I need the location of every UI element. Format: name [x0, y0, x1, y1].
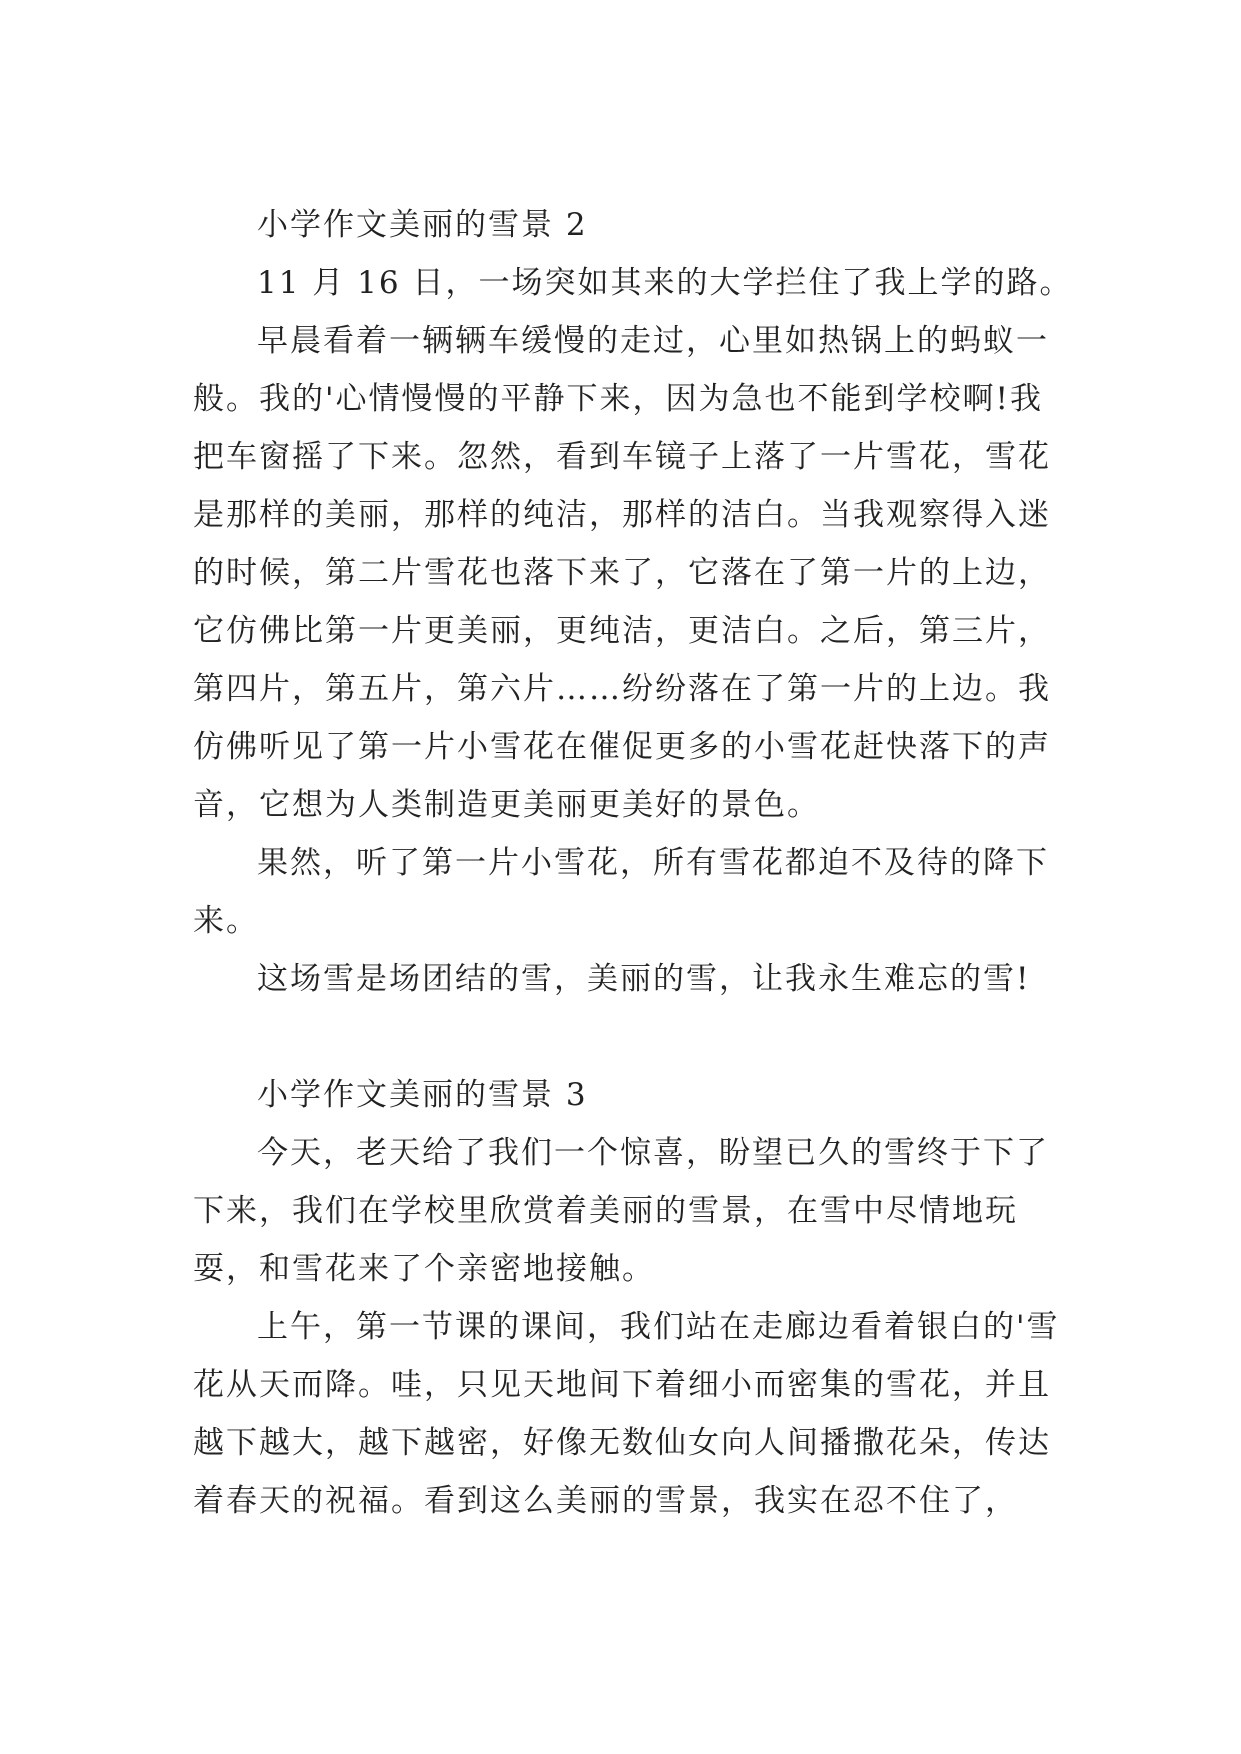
- paragraph: 早晨看着一辆辆车缓慢的走过，心里如热锅上的蚂蚁一般。我的'心情慢慢的平静下来，因为急也不能到学校啊!我把车窗摇了下来。忽然，看到车镜子上落了一片雪花，雪花是那样的美丽，那样的纯洁，那样的洁白。当我观察得入迷的时候，第二片雪花也落下来了，它落在了第一片的上边，它仿佛比第一片更美丽，更纯洁，更洁白。之后，第三片，第四片，第五片，第六片……纷纷落在了第一片的上边。我仿佛听见了第一片小雪花在催促更多的小雪花赶快落下的声音，它想为人类制造更美丽更美好的景色。: [193, 323, 1051, 823]
- paragraph: 上午，第一节课的课间，我们站在走廊边看着银白的'雪花从天而降。哇，只见天地间下着细小而密集的雪花，并且越下越大，越下越密，好像无数仙女向人间播撒花朵，传达着春天的祝福。看到这么美丽的雪景，我实在忍不住了，: [193, 1309, 1060, 1519]
- paragraph: 11 月 16 日，一场突如其来的大学拦住了我上学的路。: [257, 265, 1073, 301]
- essay-title: 小学作文美丽的雪景 2: [257, 207, 588, 243]
- paragraph: 果然，听了第一片小雪花，所有雪花都迫不及待的降下来。: [193, 845, 1049, 939]
- essay-title: 小学作文美丽的雪景 3: [257, 1077, 588, 1113]
- document-page: [193, 196, 1073, 1530]
- essay-section-2: [193, 196, 1073, 1008]
- essay-section-3: [193, 1066, 1073, 1530]
- paragraph: 这场雪是场团结的雪，美丽的雪，让我永生难忘的雪!: [257, 961, 1031, 997]
- paragraph: 今天，老天给了我们一个惊喜，盼望已久的雪终于下了下来，我们在学校里欣赏着美丽的雪景，在雪中尽情地玩耍，和雪花来了个亲密地接触。: [193, 1135, 1049, 1287]
